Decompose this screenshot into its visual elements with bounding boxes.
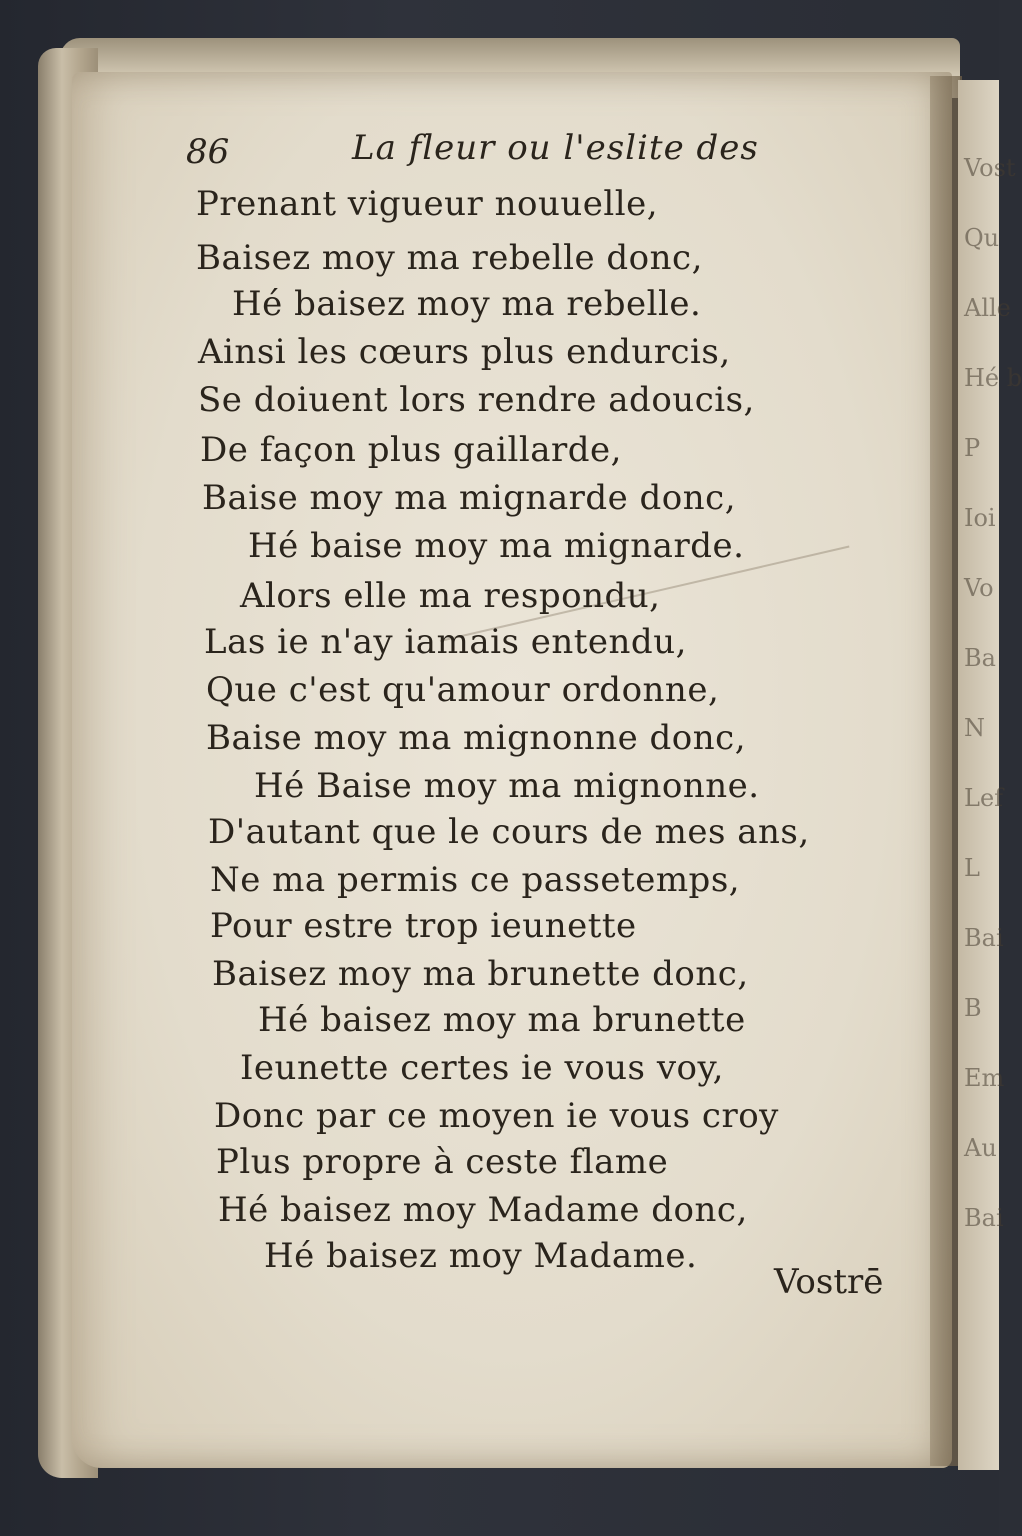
verse-line: Hé baisez moy Madame donc, bbox=[218, 1190, 748, 1230]
catchword: Vostrē bbox=[774, 1262, 884, 1302]
verse-line: Prenant vigueur nouuelle, bbox=[196, 184, 659, 224]
verse-line: D'autant que le cours de mes ans, bbox=[208, 812, 810, 852]
facing-page-fragment: Vost bbox=[964, 154, 1016, 182]
verse-line: Baisez moy ma brunette donc, bbox=[212, 954, 749, 994]
verse-line: Hé baise moy ma mignarde. bbox=[248, 526, 745, 566]
facing-page-fragment: Qu bbox=[964, 224, 1000, 252]
facing-page-fragment: L bbox=[964, 854, 980, 882]
verse-line: Hé Baise moy ma mignonne. bbox=[254, 766, 760, 806]
verse-line: Ne ma permis ce passetemps, bbox=[210, 860, 741, 900]
facing-page-fragment: Bai bbox=[964, 924, 1004, 952]
verse-line: Pour estre trop ieunette bbox=[210, 906, 637, 946]
page-number: 86 bbox=[186, 132, 230, 172]
verse-line: Hé baisez moy ma brunette bbox=[258, 1000, 746, 1040]
verse-line: Baisez moy ma rebelle donc, bbox=[196, 238, 703, 278]
verse-line: De façon plus gaillarde, bbox=[200, 430, 622, 470]
verse-line: Baise moy ma mignonne donc, bbox=[206, 718, 747, 758]
facing-page-fragment: Au bbox=[964, 1134, 997, 1162]
verse-line: Alors elle ma respondu, bbox=[240, 576, 661, 616]
verse-line: Las ie n'ay iamais entendu, bbox=[204, 622, 687, 662]
verse-line: Donc par ce moyen ie vous croy bbox=[214, 1096, 779, 1136]
facing-page-fragment: Alle bbox=[964, 294, 1011, 322]
facing-page-fragment: P bbox=[964, 434, 981, 462]
verse-line: Que c'est qu'amour ordonne, bbox=[206, 670, 720, 710]
facing-page-fragment: Lef bbox=[964, 784, 1004, 812]
facing-page-fragment: Ioi bbox=[964, 504, 996, 532]
facing-page-fragment: B bbox=[964, 994, 982, 1022]
facing-page-fragment: N bbox=[964, 714, 985, 742]
verse-line: Hé baisez moy ma rebelle. bbox=[232, 284, 702, 324]
verse-line: Ieunette certes ie vous voy, bbox=[240, 1048, 724, 1088]
verse-line: Baise moy ma mignarde donc, bbox=[202, 478, 737, 518]
verse-line: Plus propre à ceste flame bbox=[216, 1142, 669, 1182]
facing-page-fragment: Vo bbox=[964, 574, 994, 602]
facing-page-fragment: Bai bbox=[964, 1204, 1004, 1232]
verse-line: Hé baisez moy Madame. bbox=[264, 1236, 698, 1276]
verse-line: Se doiuent lors rendre adoucis, bbox=[198, 380, 755, 420]
facing-page-fragment: Em bbox=[964, 1064, 1005, 1092]
verse-line: Ainsi les cœurs plus endurcis, bbox=[198, 332, 731, 372]
facing-page-fragment: Hé b bbox=[964, 364, 1022, 392]
facing-page-fragment: Ba bbox=[964, 644, 996, 672]
running-title: La fleur ou l'eslite des bbox=[352, 128, 759, 168]
